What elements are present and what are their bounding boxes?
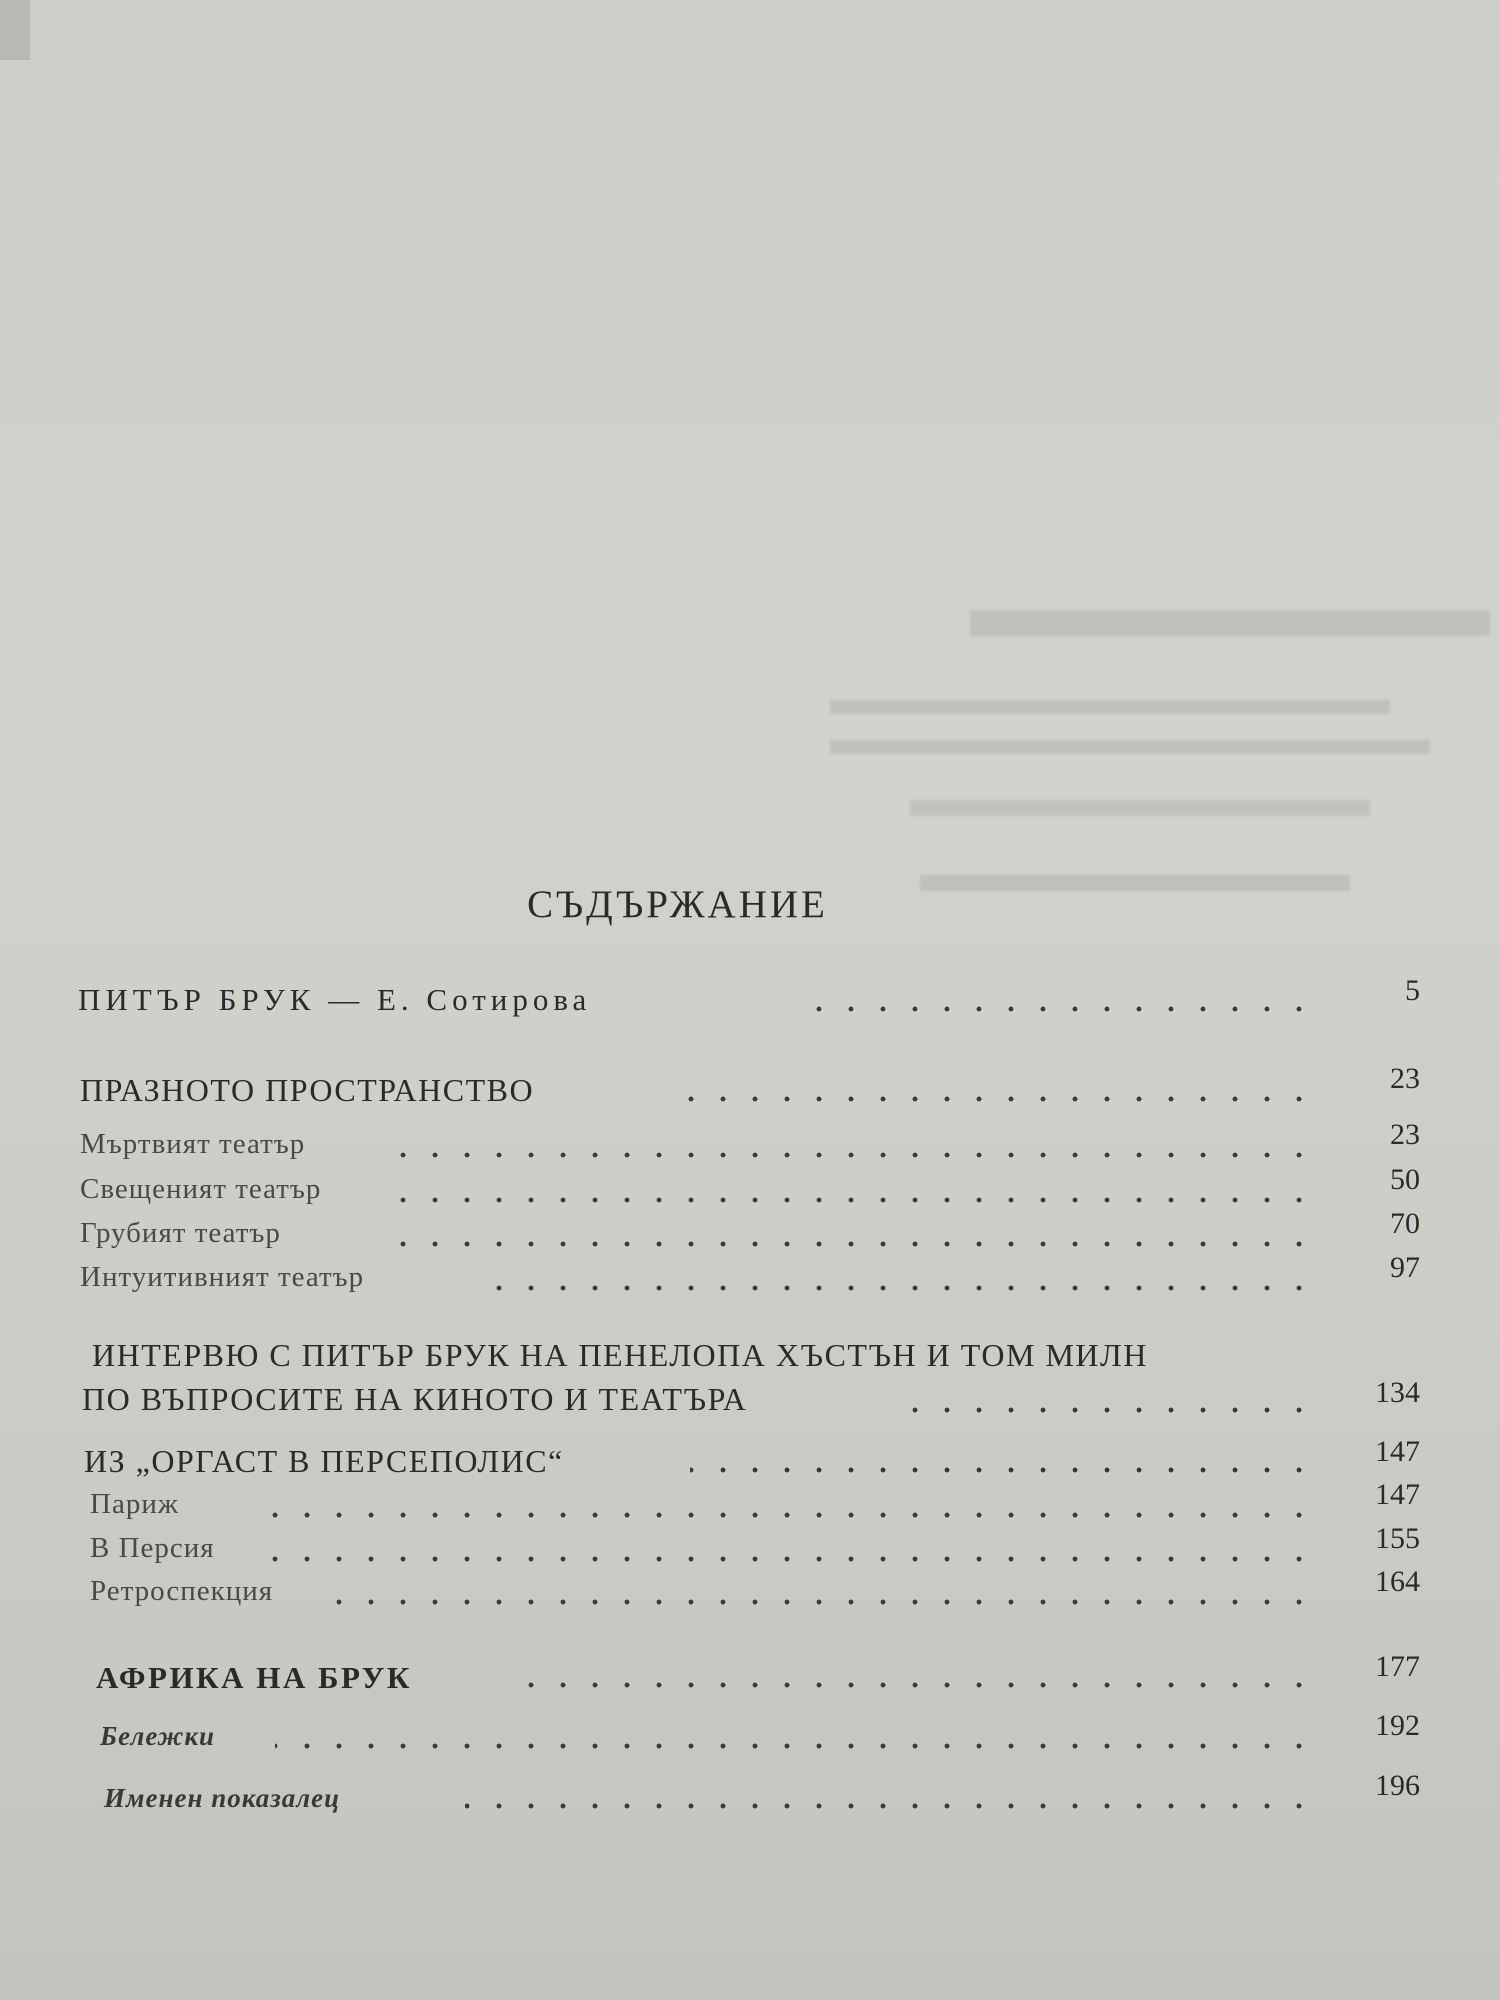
- toc-entry: [0, 974, 1500, 1024]
- toc-entry-page: 23: [1390, 1118, 1420, 1151]
- toc-entry-title: Мъртвият театър: [80, 1128, 306, 1160]
- toc-entry-title: Ретроспекция: [90, 1575, 274, 1607]
- toc-entry-title: Свещеният театър: [80, 1173, 322, 1205]
- toc-entry-page: 97: [1390, 1251, 1420, 1284]
- toc-entry: [0, 1565, 1500, 1617]
- toc-entry: [0, 1251, 1500, 1303]
- toc-entry-page: 147: [1375, 1478, 1420, 1511]
- toc-entry-title: ПИТЪР БРУК — Е. Сотирова: [78, 982, 592, 1017]
- toc-entry: [0, 1435, 1500, 1485]
- toc-entry-page: 192: [1375, 1709, 1420, 1742]
- toc-entry-title-line2: ПО ВЪПРОСИТЕ НА КИНОТО И ТЕАТЪРА: [82, 1381, 748, 1417]
- toc-entry: [0, 1709, 1500, 1761]
- toc-entry-title: Бележки: [100, 1721, 216, 1751]
- toc-entry-page: 50: [1390, 1163, 1420, 1196]
- leader-dots: [680, 1094, 1315, 1104]
- toc-entry: [0, 1522, 1500, 1574]
- toc-entry: [0, 1207, 1500, 1259]
- page-corner-shadow: [0, 0, 30, 60]
- toc-entry-title: Париж: [90, 1488, 179, 1520]
- toc-entry-page: 23: [1390, 1062, 1420, 1095]
- toc-entry-title: Грубият театър: [80, 1217, 281, 1249]
- leader-dots: [905, 1405, 1315, 1415]
- leader-dots: [335, 1597, 1315, 1607]
- leader-dots: [800, 1004, 1315, 1014]
- show-through-decoration: [770, 600, 1490, 930]
- leader-dots: [400, 1195, 1315, 1205]
- leader-dots: [465, 1801, 1315, 1811]
- toc-entry: [0, 1769, 1500, 1821]
- toc-entry-page: 155: [1375, 1522, 1420, 1555]
- toc-entry: [0, 1062, 1500, 1114]
- leader-dots: [400, 1150, 1315, 1160]
- leader-dots: [270, 1554, 1315, 1564]
- toc-entry-page: 196: [1375, 1769, 1420, 1802]
- toc-entry: [0, 1478, 1500, 1530]
- toc-entry-title: ИЗ „ОРГАСТ В ПЕРСЕПОЛИС“: [84, 1443, 564, 1479]
- toc-entry-page: 134: [1375, 1376, 1420, 1409]
- toc-entry: [0, 1163, 1500, 1215]
- toc-entry-page: 70: [1390, 1207, 1420, 1240]
- toc-entry-title: ПРАЗНОТО ПРОСТРАНСТВО: [80, 1072, 535, 1108]
- toc-entry-title: В Персия: [90, 1532, 215, 1564]
- toc-entry: [0, 1650, 1500, 1700]
- toc-entry-page: 177: [1375, 1650, 1420, 1683]
- toc-entry-title-line1: ИНТЕРВЮ С ПИТЪР БРУК НА ПЕНЕЛОПА ХЪСТЪН И ТОМ МИЛН: [92, 1337, 1148, 1373]
- toc-entry-page: 164: [1375, 1565, 1420, 1598]
- toc-entry: [0, 1337, 1500, 1427]
- toc-entry-title: Именен показалец: [104, 1783, 341, 1813]
- leader-dots: [470, 1283, 1315, 1293]
- leader-dots: [400, 1239, 1315, 1249]
- toc-heading: СЪДЪРЖАНИЕ: [527, 883, 828, 926]
- toc-entry-title: АФРИКА НА БРУК: [96, 1660, 412, 1695]
- toc-entry-title: Интуитивният театър: [80, 1261, 365, 1293]
- leader-dots: [275, 1741, 1315, 1751]
- toc-entry-page: 5: [1405, 974, 1420, 1007]
- toc-entry: [0, 1118, 1500, 1170]
- leader-dots: [690, 1465, 1315, 1475]
- leader-dots: [505, 1680, 1315, 1690]
- leader-dots: [270, 1510, 1315, 1520]
- toc-entry-page: 147: [1375, 1435, 1420, 1468]
